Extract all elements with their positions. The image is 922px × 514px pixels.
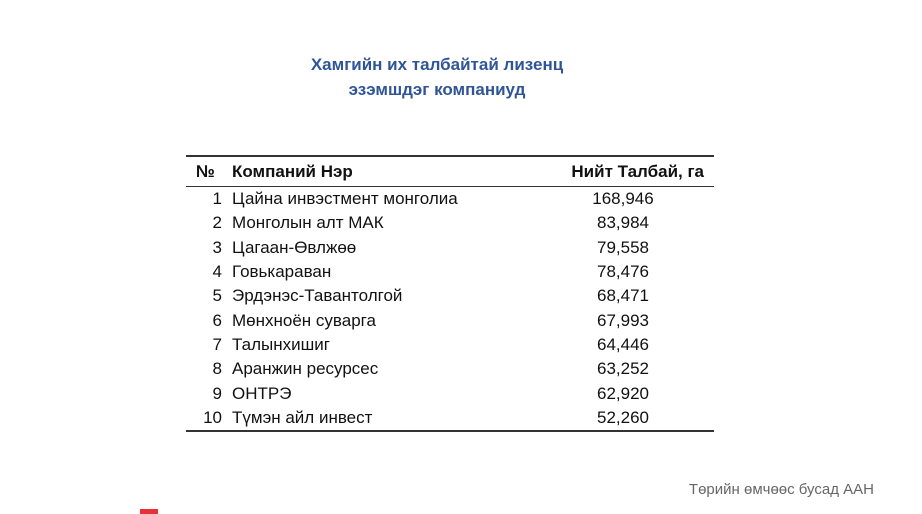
- row-company-name: Түмэн айл инвест: [232, 406, 532, 431]
- row-number: 8: [212, 359, 222, 379]
- row-area: 83,984: [597, 213, 649, 233]
- table-row: [186, 260, 714, 284]
- row-area: 64,446: [597, 334, 649, 354]
- header-total-area: Нийт Талбай, га: [532, 156, 714, 187]
- row-area: 78,476: [597, 262, 649, 282]
- row-number: 9: [212, 383, 222, 403]
- row-company-name: Монголын алт МАК: [232, 213, 384, 233]
- title-line-1: Хамгийн их талбайтай лизенц: [310, 55, 564, 74]
- row-company-name: Аранжин ресурсес: [232, 359, 379, 379]
- companies-table: [186, 155, 714, 432]
- table-header-row: [186, 156, 714, 187]
- table-row: [186, 211, 714, 235]
- row-number: 1: [212, 189, 222, 209]
- page-title: [250, 52, 624, 102]
- row-area: 63,252: [597, 359, 649, 379]
- row-company-name: Эрдэнэс-Тавантолгой: [232, 286, 403, 306]
- row-company-name: Цайна инвэстмент монголиа: [232, 189, 458, 209]
- row-number: 10: [186, 406, 232, 431]
- row-number: 4: [212, 262, 222, 282]
- row-area: 62,920: [597, 383, 649, 403]
- header-number: №: [186, 156, 232, 187]
- corner-mark: [140, 509, 158, 514]
- title-line-2: эзэмшдэг компаниуд: [348, 80, 526, 99]
- table-row: [186, 187, 714, 212]
- table-row: [186, 308, 714, 332]
- table-row: [186, 381, 714, 405]
- row-company-name: ОНТРЭ: [232, 383, 292, 403]
- source-note: Төрийн өмчөөс бусад ААН: [688, 481, 874, 498]
- table-row: [186, 357, 714, 381]
- row-company-name: Талынхишиг: [232, 334, 330, 354]
- row-number: 2: [212, 213, 222, 233]
- header-company-name: Компаний Нэр: [232, 156, 532, 187]
- table-row: [186, 236, 714, 260]
- row-area: 168,946: [592, 189, 654, 209]
- row-number: 6: [212, 310, 222, 330]
- row-area: 79,558: [597, 237, 649, 257]
- row-company-name: Цагаан-Өвлжөө: [232, 237, 357, 257]
- table-row: [186, 284, 714, 308]
- row-area: 52,260: [532, 406, 714, 431]
- row-number: 7: [212, 334, 222, 354]
- table-row: [186, 406, 714, 431]
- row-company-name: Говькараван: [232, 262, 332, 282]
- row-area: 67,993: [597, 310, 649, 330]
- row-company-name: Мөнхноён суварга: [232, 310, 376, 330]
- row-number: 5: [212, 286, 222, 306]
- row-number: 3: [212, 237, 222, 257]
- row-area: 68,471: [597, 286, 649, 306]
- table-row: [186, 333, 714, 357]
